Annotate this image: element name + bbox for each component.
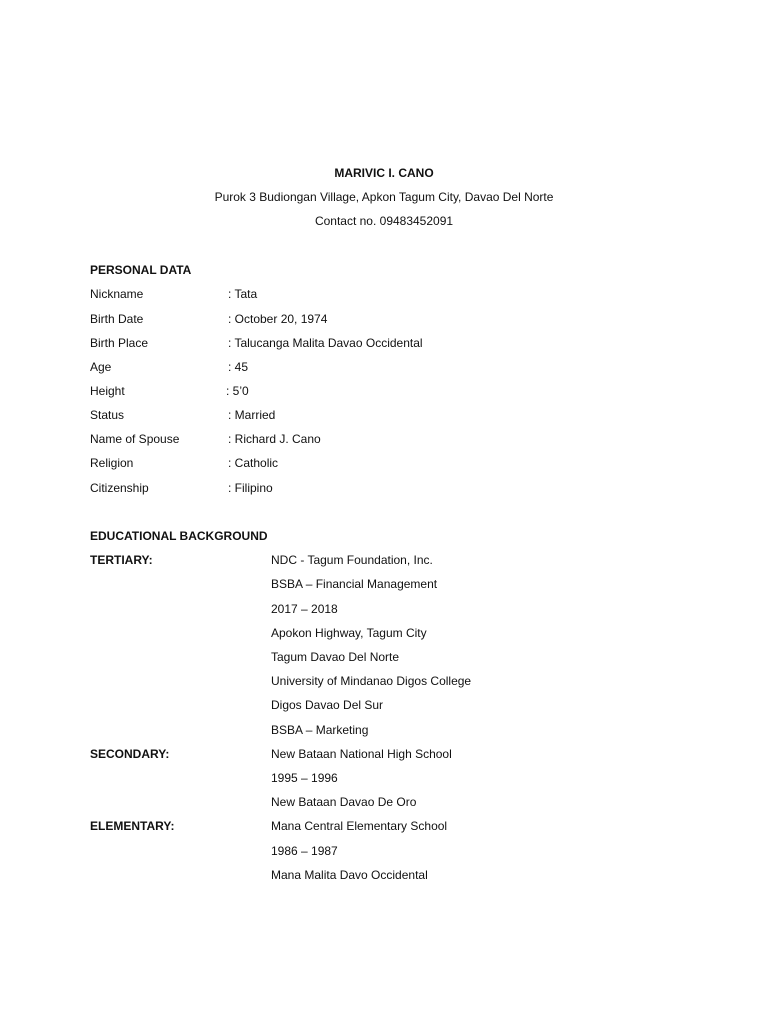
personal-label-citizenship: Citizenship bbox=[90, 481, 149, 495]
personal-value-height: : 5’0 bbox=[226, 384, 249, 398]
resume-contact: Contact no. 09483452091 bbox=[314, 214, 454, 228]
personal-label-nickname: Nickname bbox=[90, 287, 144, 301]
personal-value-spouse: : Richard J. Cano bbox=[228, 432, 321, 446]
secondary-line: 1995 – 1996 bbox=[271, 771, 338, 785]
resume-name: MARIVIC I. CANO bbox=[334, 166, 434, 180]
elementary-line: Mana Central Elementary School bbox=[271, 819, 448, 833]
personal-value-birth-place: : Talucanga Malita Davao Occidental bbox=[228, 336, 423, 350]
tertiary-line: Digos Davao Del Sur bbox=[271, 698, 384, 712]
secondary-line: New Bataan Davao De Oro bbox=[271, 795, 417, 809]
personal-label-status: Status bbox=[90, 408, 125, 422]
personal-value-nickname: : Tata bbox=[228, 287, 258, 301]
tertiary-line: NDC - Tagum Foundation, Inc. bbox=[271, 553, 433, 567]
personal-value-age: : 45 bbox=[228, 360, 249, 374]
personal-value-citizenship: : Filipino bbox=[228, 481, 273, 495]
secondary-label: SECONDARY: bbox=[90, 747, 170, 761]
personal-data-heading: PERSONAL DATA bbox=[90, 263, 192, 277]
tertiary-label: TERTIARY: bbox=[90, 553, 153, 567]
secondary-line: New Bataan National High School bbox=[271, 747, 452, 761]
personal-value-birth-date: : October 20, 1974 bbox=[228, 312, 328, 326]
elementary-label: ELEMENTARY: bbox=[90, 819, 175, 833]
tertiary-line: BSBA – Financial Management bbox=[271, 577, 438, 591]
elementary-line: Mana Malita Davo Occidental bbox=[271, 868, 428, 882]
personal-label-height: Height bbox=[90, 384, 125, 398]
personal-label-age: Age bbox=[90, 360, 112, 374]
personal-value-status: : Married bbox=[228, 408, 276, 422]
tertiary-line: University of Mindanao Digos College bbox=[271, 674, 472, 688]
elementary-line: 1986 – 1987 bbox=[271, 844, 338, 858]
personal-value-religion: : Catholic bbox=[228, 456, 279, 470]
tertiary-line: Apokon Highway, Tagum City bbox=[271, 626, 427, 640]
personal-label-birth-date: Birth Date bbox=[90, 312, 144, 326]
personal-label-religion: Religion bbox=[90, 456, 134, 470]
personal-label-birth-place: Birth Place bbox=[90, 336, 149, 350]
tertiary-line: BSBA – Marketing bbox=[271, 723, 369, 737]
tertiary-line: Tagum Davao Del Norte bbox=[271, 650, 400, 664]
tertiary-line: 2017 – 2018 bbox=[271, 602, 338, 616]
personal-label-spouse: Name of Spouse bbox=[90, 432, 180, 446]
resume-address: Purok 3 Budiongan Village, Apkon Tagum City, Davao Del Norte bbox=[214, 190, 554, 204]
education-heading: EDUCATIONAL BACKGROUND bbox=[90, 529, 268, 543]
